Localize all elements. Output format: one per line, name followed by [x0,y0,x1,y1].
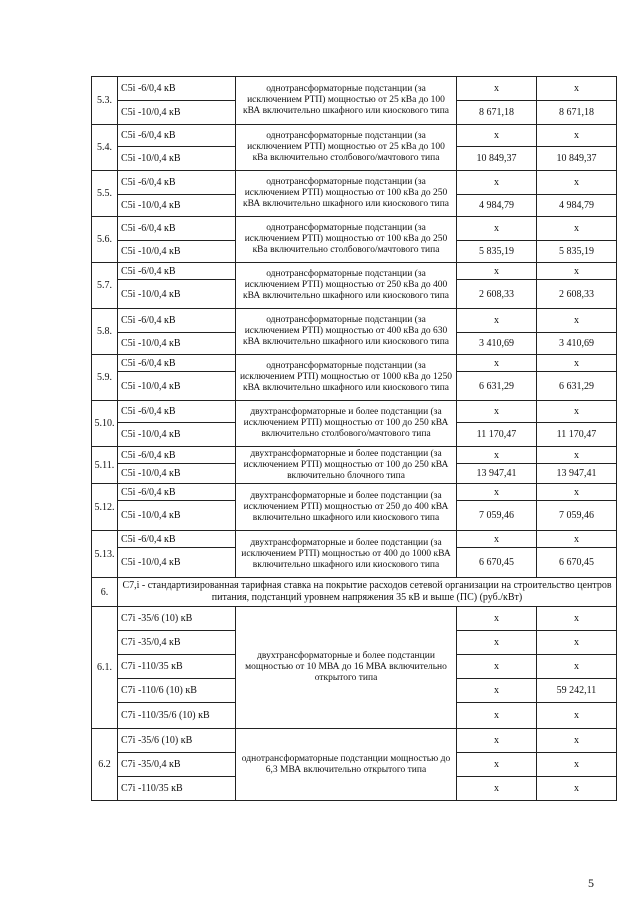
item-number: 5.11. [92,447,118,484]
table-row [92,447,617,464]
substation-description: однотрансформаторные подстанции (за исключением РТП) мощностью от 25 кВа до 100 кВА включительно шкафного или киоскового типа [236,77,457,125]
rate-code: С5i -6/0,4 кВ [118,531,236,548]
rate-value: 2 608,33 [457,280,537,309]
rate-value: х [457,217,537,241]
section-number: 6. [92,578,118,607]
table-row [92,217,617,241]
table-row [92,263,617,280]
rate-code: С7i -110/6 (10) кВ [118,679,236,703]
rate-code: С5i -10/0,4 кВ [118,241,236,263]
rate-code: С5i -6/0,4 кВ [118,263,236,280]
rate-value: 6 670,45 [457,548,537,578]
table-row [92,125,617,147]
rate-value: х [537,217,617,241]
rate-value: х [537,531,617,548]
item-number: 5.5. [92,171,118,217]
item-number: 5.6. [92,217,118,263]
rate-code: С5i -10/0,4 кВ [118,101,236,125]
rate-code: С5i -10/0,4 кВ [118,280,236,309]
table-row [92,729,617,753]
rate-value: х [537,355,617,372]
tariff-table [91,76,617,801]
rate-value: 10 849,37 [457,147,537,171]
substation-description: однотрансформаторные подстанции мощностью до 6,3 МВА включительно открытого типа [236,729,457,801]
rate-value: х [537,125,617,147]
rate-value: 2 608,33 [537,280,617,309]
rate-value: х [457,729,537,753]
rate-code: С7i -110/35/6 (10) кВ [118,703,236,729]
substation-description: двухтрансформаторные и более подстанции (за исключением РТП) мощностью от 250 до 400 кВА включительно шкафного или киоскового типа [236,484,457,531]
table-row [92,309,617,333]
table-row [92,171,617,195]
rate-value: х [537,401,617,423]
rate-value: х [537,655,617,679]
rate-value: 4 984,79 [457,195,537,217]
rate-code: С5i -10/0,4 кВ [118,333,236,355]
item-number: 5.9. [92,355,118,401]
rate-value: х [457,263,537,280]
rate-code: С5i -10/0,4 кВ [118,548,236,578]
rate-value: х [457,484,537,501]
rate-code: С7i -35/0,4 кВ [118,631,236,655]
rate-value: 7 059,46 [457,501,537,531]
rate-code: С5i -10/0,4 кВ [118,372,236,401]
rate-value: х [537,631,617,655]
rate-code: С5i -6/0,4 кВ [118,484,236,501]
rate-value: х [457,355,537,372]
item-number: 5.3. [92,77,118,125]
section-header-row [92,578,617,607]
rate-value: х [457,77,537,101]
rate-value: х [457,753,537,777]
item-number: 5.8. [92,309,118,355]
rate-value: 8 671,18 [457,101,537,125]
rate-value: 5 835,19 [537,241,617,263]
rate-value: х [457,679,537,703]
rate-value: 6 670,45 [537,548,617,578]
rate-value: 6 631,29 [537,372,617,401]
substation-description: однотрансформаторные подстанции (за исключением РТП) мощностью от 1000 кВа до 1250 кВА включительно шкафного или киоскового типа [236,355,457,401]
rate-code: С5i -6/0,4 кВ [118,77,236,101]
rate-value: 6 631,29 [457,372,537,401]
rate-code: С7i -110/35 кВ [118,655,236,679]
substation-description: однотрансформаторные подстанции (за исключением РТП) мощностью от 250 кВа до 400 кВА включительно шкафного или киоскового типа [236,263,457,309]
rate-value: х [457,631,537,655]
rate-value: х [537,753,617,777]
rate-value: 4 984,79 [537,195,617,217]
substation-description: однотрансформаторные подстанции (за исключением РТП) мощностью от 100 кВа до 250 кВа включительно столбового/мачтового типа [236,217,457,263]
rate-value: 11 170,47 [457,423,537,447]
item-number: 5.7. [92,263,118,309]
rate-value: 3 410,69 [537,333,617,355]
rate-value: х [537,171,617,195]
rate-value: х [537,309,617,333]
table-row [92,484,617,501]
rate-value: х [537,77,617,101]
section-title: С7,i - стандартизированная тарифная ставка на покрытие расходов сетевой организации на строительство центров питания, подстанций уровнем напряжения 35 кВ и выше (ПС) (руб./кВт) [118,578,617,607]
rate-code: С5i -10/0,4 кВ [118,147,236,171]
rate-value: х [537,703,617,729]
rate-value: х [457,171,537,195]
substation-description: однотрансформаторные подстанции (за исключением РТП) мощностью от 25 кВа до 100 кВа включительно столбового/мачтового типа [236,125,457,171]
table-row [92,77,617,101]
rate-value: х [457,125,537,147]
rate-code: С7i -35/6 (10) кВ [118,729,236,753]
rate-code: С5i -6/0,4 кВ [118,309,236,333]
rate-value: х [537,447,617,464]
substation-description: однотрансформаторные подстанции (за исключением РТП) мощностью от 400 кВа до 630 кВА включительно шкафного или киоскового типа [236,309,457,355]
rate-value: 11 170,47 [537,423,617,447]
item-number: 5.13. [92,531,118,578]
rate-code: С5i -10/0,4 кВ [118,195,236,217]
table-row [92,401,617,423]
rate-value: 13 947,41 [457,464,537,484]
rate-value: х [457,703,537,729]
rate-value: х [457,777,537,801]
rate-value: х [457,401,537,423]
rate-value: 10 849,37 [537,147,617,171]
substation-description: двухтрансформаторные и более подстанции (за исключением РТП) мощностью от 100 до 250 кВА включительно столбового/мачтового типа [236,401,457,447]
substation-description: двухтрансформаторные и более подстанции (за исключением РТП) мощностью от 100 до 250 кВА включительно блочного типа [236,447,457,484]
rate-code: С7i -35/6 (10) кВ [118,607,236,631]
table-row [92,531,617,548]
rate-value: 5 835,19 [457,241,537,263]
rate-code: С5i -6/0,4 кВ [118,125,236,147]
rate-value: х [457,447,537,464]
rate-code: С5i -6/0,4 кВ [118,401,236,423]
table-row [92,355,617,372]
rate-code: С5i -6/0,4 кВ [118,171,236,195]
rate-code: С5i -10/0,4 кВ [118,464,236,484]
item-number: 6.2 [92,729,118,801]
item-number: 6.1. [92,607,118,729]
rate-value: х [457,309,537,333]
rate-code: С5i -10/0,4 кВ [118,501,236,531]
rate-value: х [537,729,617,753]
rate-value: х [537,263,617,280]
rate-code: С5i -6/0,4 кВ [118,355,236,372]
rate-value: х [457,655,537,679]
rate-code: С7i -35/0,4 кВ [118,753,236,777]
rate-value: 3 410,69 [457,333,537,355]
rate-value: х [457,531,537,548]
table-row [92,607,617,631]
rate-value: 13 947,41 [537,464,617,484]
rate-code: С5i -6/0,4 кВ [118,217,236,241]
substation-description: однотрансформаторные подстанции (за исключением РТП) мощностью от 100 кВа до 250 кВА включительно шкафного или киоскового типа [236,171,457,217]
substation-description: двухтрансформаторные и более подстанции (за исключением РТП) мощностью от 400 до 1000 кВА включительно шкафного или киоскового типа [236,531,457,578]
page-number: 5 [588,876,594,890]
rate-value: х [537,607,617,631]
rate-value: х [457,607,537,631]
rate-value: 8 671,18 [537,101,617,125]
rate-code: С7i -110/35 кВ [118,777,236,801]
item-number: 5.12. [92,484,118,531]
substation-description: двухтрансформаторные и более подстанции мощностью от 10 МВА до 16 МВА включительно открытого типа [236,607,457,729]
item-number: 5.4. [92,125,118,171]
rate-value: 59 242,11 [537,679,617,703]
rate-code: С5i -6/0,4 кВ [118,447,236,464]
rate-value: х [537,777,617,801]
rate-value: 7 059,46 [537,501,617,531]
rate-value: х [537,484,617,501]
rate-code: С5i -10/0,4 кВ [118,423,236,447]
tariff-document [91,76,616,801]
item-number: 5.10. [92,401,118,447]
